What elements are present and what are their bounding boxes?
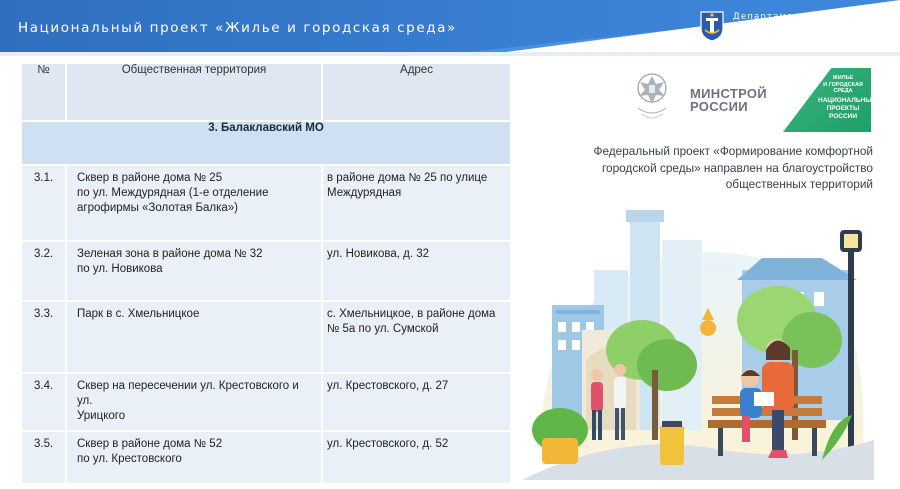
territory-name: Сквер в районе дома № 25 по ул. Междурядная (1-е отделение агрофирмы «Золотая Балка») (66, 165, 322, 241)
federal-project-text: Федеральный проект «Формирование комфортной городской среды» направлен на благоустройство общественных территорий (593, 144, 873, 191)
header-title: Национальный проект «Жилье и городская среда» (18, 20, 457, 36)
row-number: 3.5. (22, 431, 66, 483)
minstroy-logo: МИНСТРОЙ РОССИИ (690, 86, 767, 114)
section-row (22, 121, 510, 165)
territory-name: Сквер на пересечении ул. Крестовского и ул. Урицкого (66, 373, 322, 431)
territory-address: ул. Новикова, д. 32 (322, 241, 510, 301)
header-underline (0, 52, 900, 56)
city-park-illustration (522, 200, 874, 480)
sevastopol-coat-of-arms-icon (699, 10, 725, 42)
section-title: 3. Балаклавский МО (22, 121, 510, 165)
row-number: 3.3. (22, 301, 66, 373)
row-number: 3.4. (22, 373, 66, 431)
territory-address: в районе дома № 25 по улице Междурядная (322, 165, 510, 241)
row-number: 3.2. (22, 241, 66, 301)
territory-name: Парк в с. Хмельницкое (66, 301, 322, 373)
territories-table (22, 64, 510, 483)
column-header-territory: Общественная территория (66, 64, 322, 121)
table-row (22, 301, 510, 373)
national-projects-text: ЖИЛЬЕ И ГОРОДСКАЯ СРЕДА НАЦИОНАЛЬНЫЕ ПРОЕКТЫ РОССИИ (818, 75, 876, 120)
territory-name: Сквер в районе дома № 52 по ул. Крестовского (66, 431, 322, 483)
table-row (22, 373, 510, 431)
table-row (22, 165, 510, 241)
row-number: 3.1. (22, 165, 66, 241)
department-name: Департамент городского хозяйства города Севастополя (733, 12, 855, 41)
table-row (22, 241, 510, 301)
territory-address: с. Хмельницкое, в районе дома № 5а по ул. Сумской (322, 301, 510, 373)
table-row (22, 431, 510, 483)
column-header-number: № (22, 64, 66, 121)
territory-name: Зеленая зона в районе дома № 32 по ул. Новикова (66, 241, 322, 301)
territory-address: ул. Крестовского, д. 52 (322, 431, 510, 483)
column-header-address: Адрес (322, 64, 510, 121)
territory-address: ул. Крестовского, д. 27 (322, 373, 510, 431)
russian-eagle-icon (630, 68, 675, 128)
header-bar (0, 0, 900, 52)
table-header-row (22, 64, 510, 121)
